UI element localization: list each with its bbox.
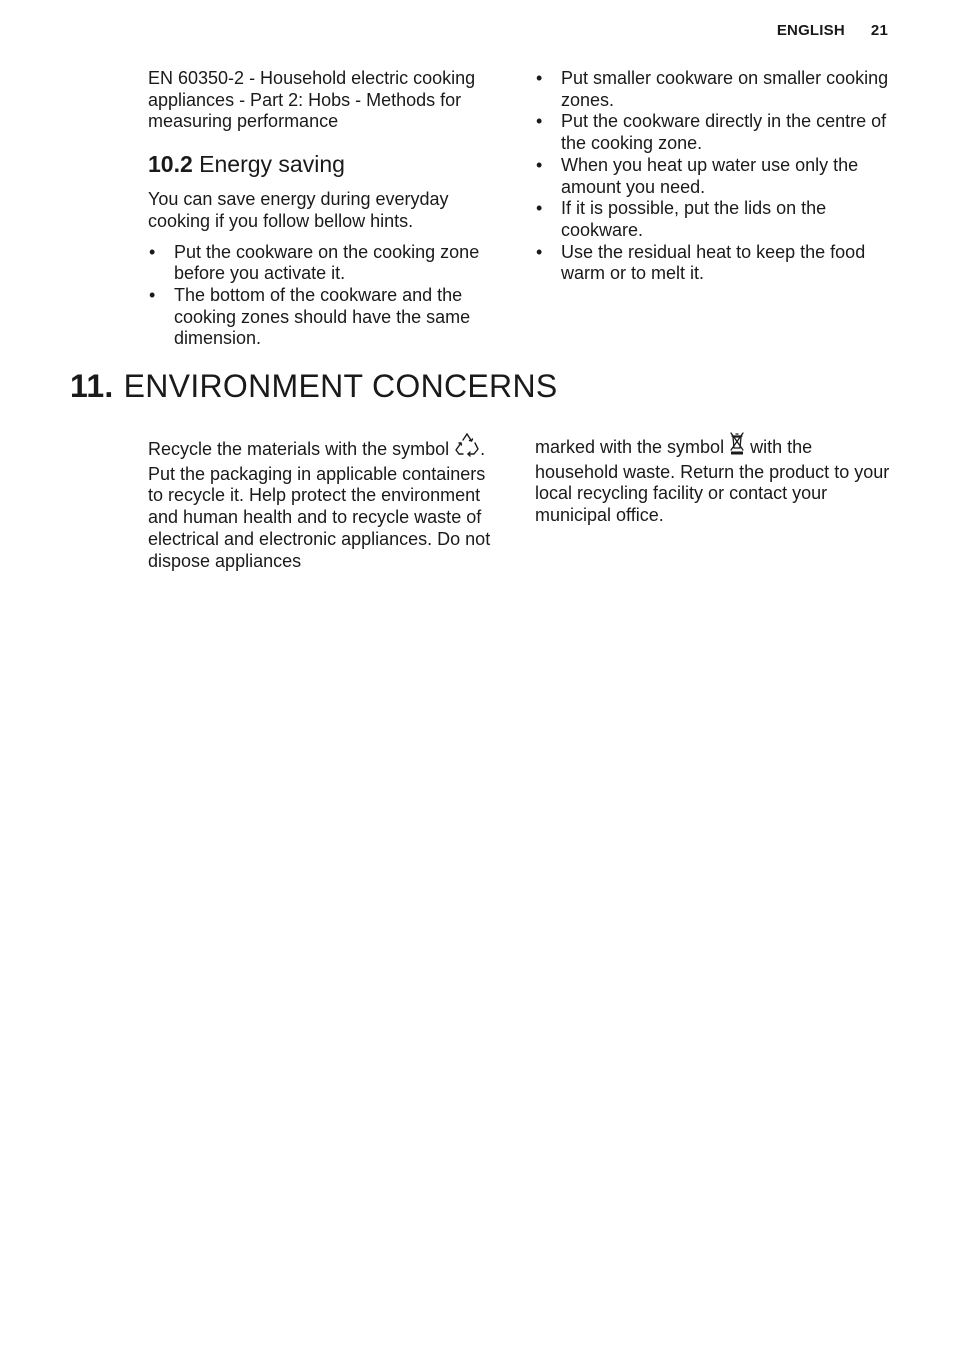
recycle-text-rest: . Put the packaging in applicable containers to recycle it. Help protect the environment and human health and to recycle waste of electrical and electronic appliances. Do not dispose appliances xyxy=(148,439,491,571)
page-number: 21 xyxy=(870,22,888,39)
environment-paragraph-right xyxy=(535,432,890,527)
hints-list-left xyxy=(148,242,503,351)
hints-list-right xyxy=(535,68,890,285)
chapter-heading-environment xyxy=(70,366,558,406)
section-heading-energy-saving xyxy=(148,150,503,178)
standard-text: EN 60350-2 - Household electric cooking appliances - Part 2: Hobs - Methods for measuring performance xyxy=(148,68,476,132)
list-item: • Put smaller cookware on smaller cooking zones. xyxy=(535,68,890,111)
disposal-text-start: marked with the symbol xyxy=(535,437,725,457)
list-item: • The bottom of the cookware and the cooking zones should have the same dimension. xyxy=(148,285,503,350)
section-number: 10.2 xyxy=(148,151,193,178)
disposal-text-rest: with the household waste. Return the product to your local recycling facility or contact your municipal office. xyxy=(535,437,890,526)
list-item: • Use the residual heat to keep the food warm or to melt it. xyxy=(535,242,890,285)
left-column-bottom xyxy=(148,432,503,572)
recycle-icon xyxy=(454,432,480,464)
left-column-top xyxy=(148,68,503,350)
page-header xyxy=(777,22,888,39)
list-item: • If it is possible, put the lids on the cookware. xyxy=(535,198,890,241)
header-language: ENGLISH xyxy=(776,22,845,39)
environment-paragraph-left xyxy=(148,432,503,572)
crossed-bin-icon xyxy=(729,432,745,462)
chapter-number: 11. xyxy=(70,368,114,404)
energy-saving-intro: You can save energy during everyday cooking if you follow bellow hints. xyxy=(148,189,449,231)
right-column-top xyxy=(535,68,890,285)
list-item: • When you heat up water use only the amount you need. xyxy=(535,155,890,198)
chapter-title: ENVIRONMENT CONCERNS xyxy=(123,368,558,404)
list-item: • Put the cookware on the cooking zone before you activate it. xyxy=(148,242,503,285)
recycle-text-start: Recycle the materials with the symbol xyxy=(148,439,450,459)
right-column-bottom xyxy=(535,432,890,527)
section-title: Energy saving xyxy=(199,151,345,178)
list-item: • Put the cookware directly in the centre of the cooking zone. xyxy=(535,111,890,154)
